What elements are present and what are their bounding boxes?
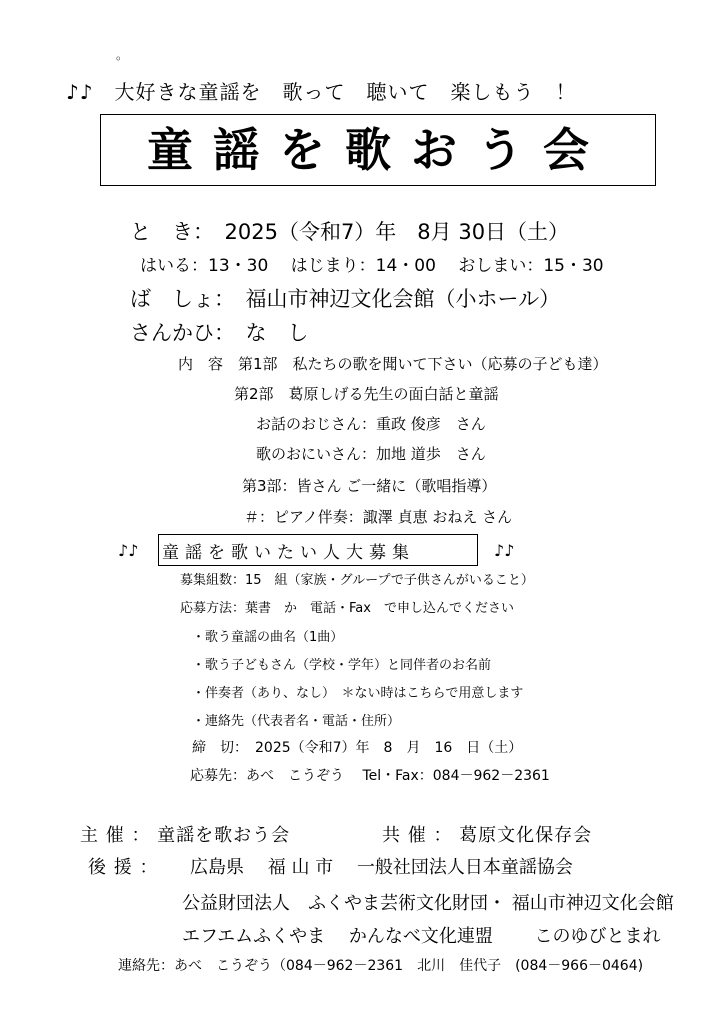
program-part1: 内 容 第1部 私たちの歌を聞いて下さい（応募の子ども達） [178, 355, 608, 373]
music-notes-icon: ♪♪ [494, 541, 515, 560]
support-line2: 公益財団法人 ふくやま芸術文化財団・ 福山市神辺文化会館 [182, 893, 674, 914]
support-line1: 広島県 福 山 市 一般社団法人日本童謡協会 [190, 857, 573, 878]
program-part2: 第2部 葛原しげる先生の面白話と童謡 [234, 385, 499, 403]
recruit-deadline: 締 切： 2025（令和7）年 8 月 16 日（土） [192, 740, 523, 756]
event-fee: さんかひ： な し [130, 321, 309, 345]
program-part2-storyteller: お話のおじさん：重政 俊彦 さん [256, 415, 486, 433]
recruit-contact: 応募先：あべ こうぞう Tel・Fax：084－962－2361 [190, 768, 550, 784]
music-notes-icon: ♪♪ [118, 541, 139, 560]
organizer-cohost: 共 催 ： 葛原文化保存会 [382, 825, 593, 846]
program-part3: 第3部：皆さん ご一緒に（歌唱指導） [242, 477, 497, 495]
event-date: と き： 2025（令和7）年 8月 30日（土） [130, 220, 570, 244]
organizer-host: 主 催 ： 童謡を歌おう会 [80, 825, 291, 846]
recruit-bullet: ・伴奏者（あり、なし） ＊ない時はこちらで用意します [192, 686, 524, 701]
recruit-bullet: ・歌う童謡の曲名（1曲） [192, 630, 344, 645]
support-label: 後 援 ： [88, 857, 159, 878]
program-part2-singer: 歌のおにいさん：加地 道歩 さん [256, 445, 486, 463]
program-part3-piano: ＃：ピアノ伴奏：諏澤 貞恵 おねえ さん [244, 508, 513, 526]
recruit-groups: 募集組数：15 組（家族・グループで子供さんがいること） [180, 573, 534, 588]
tagline: ♪♪ 大好きな童謡を 歌って 聴いて 楽しもう ！ [66, 80, 577, 104]
event-venue: ば しょ： 福山市神辺文化会館（小ホール） [130, 287, 561, 311]
recruit-bullet: ・連絡先（代表者名・電話・住所） [192, 714, 401, 729]
support-line3: エフエムふくやま かんなべ文化連盟 このゆびとまれ [182, 926, 661, 947]
recruit-bullet: ・歌う子どもさん（学校・学年）と同伴者のお名前 [192, 658, 492, 673]
recruit-title: 童謡を歌いたい人大募集 [162, 543, 415, 563]
page-title: 童謡を歌おう会 [147, 123, 609, 177]
top-dot: 。 [116, 48, 129, 62]
event-times: はいる：13・30 はじまり：14・00 おしまい：15・30 [140, 256, 604, 276]
recruit-method: 応募方法：葉書 か 電話・Fax で申し込んでください [180, 601, 514, 616]
footer-contact: 連絡先：あべ こうぞう（084－962－2361 北川 佳代子 (084－966－0464) [118, 958, 644, 974]
